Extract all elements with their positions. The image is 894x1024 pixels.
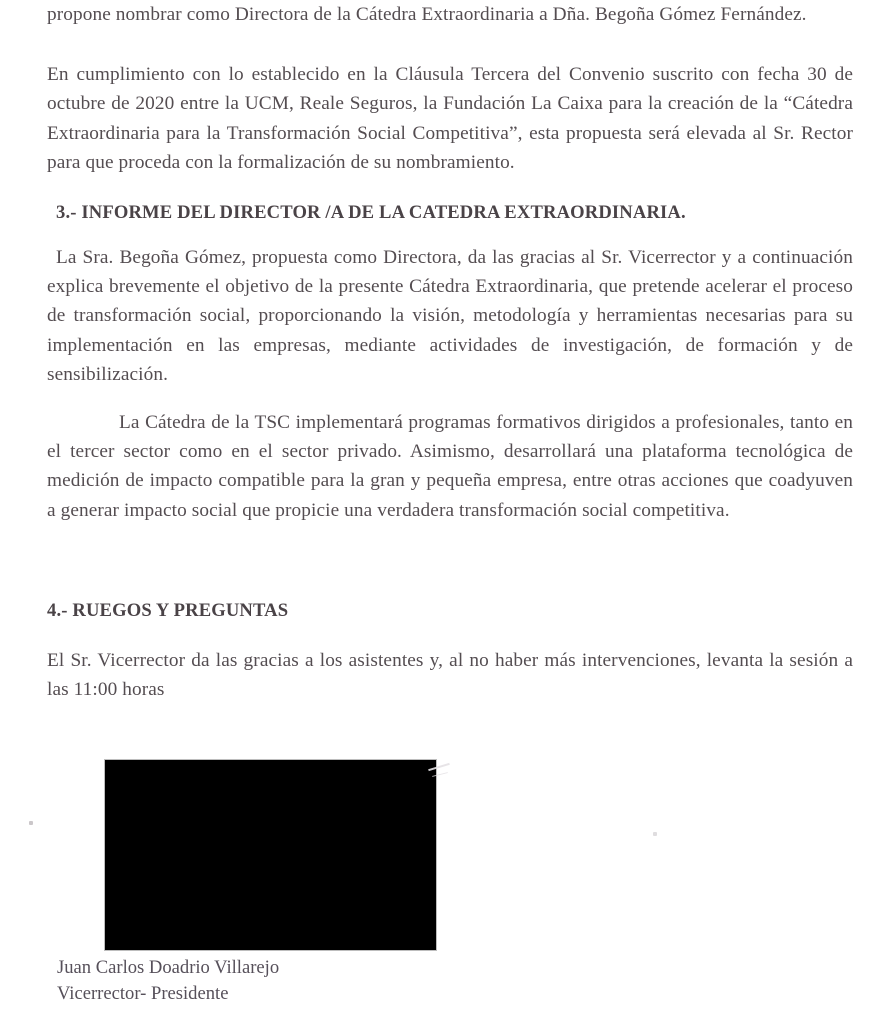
signatory-title: Vicerrector- Presidente bbox=[57, 983, 229, 1004]
paragraph-directora: La Sra. Begoña Gómez, propuesta como Directora, da las gracias al Sr. Vicerrector y a continuación explica brevemente el objetivo de la presente Cátedra Extraordinaria, que pretende acelerar el proceso de transformación social, proporcionando la visión, metodología y herramientas necesarias para su implementación en las empresas, mediante actividades de investigación, de formación y de sensibilización. bbox=[47, 247, 853, 385]
scan-artifact-speck bbox=[29, 821, 33, 825]
paragraph-spacer bbox=[47, 389, 853, 408]
paragraph-spacer bbox=[47, 29, 853, 60]
heading-spacer bbox=[47, 624, 853, 646]
paragraph-catedra-tsc: La Cátedra de la TSC implementará programas formativos dirigidos a profesionales, tanto en el tercer sector como en el sector privado. Asimismo, desarrollará una plataforma tecnológica de medición de impacto compatible para la gran y pequeña empresa, entre otras acciones que coadyuven a generar impacto social que propicie una verdadera transformación social competitiva. bbox=[47, 412, 853, 521]
paragraph-convenio: En cumplimiento con lo establecido en la Cláusula Tercera del Convenio suscrito con fecha 30 de octubre de 2020 entre la UCM, Reale Seguros, la Fundación La Caixa para la creación de la “Cátedra Extraordinaria para la Transformación Social Competitiva”, esta propuesta será elevada al Sr. Rector para que proceda con la formalización de su nombramiento. bbox=[47, 64, 853, 173]
redacted-signature-block bbox=[105, 760, 436, 950]
paragraph-continuation: propone nombrar como Directora de la Cátedra Extraordinaria a Dña. Begoña Gómez Fernández. bbox=[47, 4, 807, 25]
section-heading-4: 4.- RUEGOS Y PREGUNTAS bbox=[47, 599, 289, 621]
signature-block bbox=[57, 955, 279, 1007]
scan-artifact-speck bbox=[653, 832, 657, 836]
section-gap-spacer bbox=[47, 525, 853, 597]
signatory-name: Juan Carlos Doadrio Villarejo bbox=[57, 957, 280, 978]
heading-spacer bbox=[47, 226, 853, 243]
paragraph-cierre-sesion: El Sr. Vicerrector da las gracias a los asistentes y, al no haber más intervenciones, levanta la sesión a las 11:00 horas bbox=[47, 649, 853, 701]
document-body bbox=[47, 0, 853, 704]
paragraph-spacer bbox=[47, 177, 853, 199]
section-heading-3: 3.- INFORME DEL DIRECTOR /A DE LA CATEDRA EXTRAORDINARIA. bbox=[56, 202, 686, 224]
